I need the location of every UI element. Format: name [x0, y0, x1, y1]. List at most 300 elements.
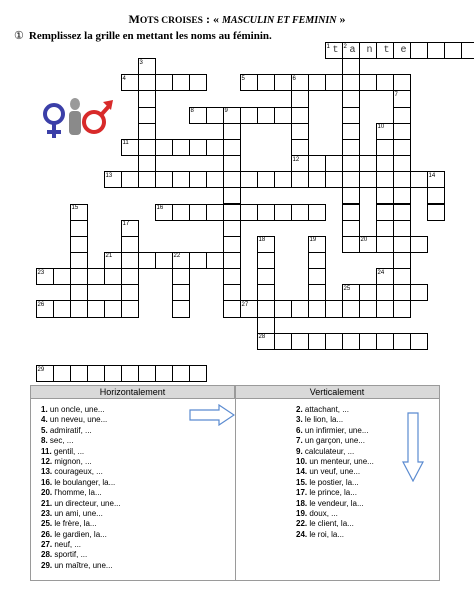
clue-text: le frère, la...	[52, 519, 97, 529]
grid-cell[interactable]	[121, 171, 139, 188]
clue-number: 25	[343, 285, 351, 292]
grid-cell[interactable]	[325, 300, 343, 317]
grid-cell[interactable]	[461, 42, 474, 59]
grid-cell[interactable]	[393, 268, 411, 285]
clue-number: 3	[139, 59, 143, 66]
grid-cell[interactable]	[70, 252, 88, 269]
example-letter: t	[332, 45, 339, 56]
clue-number: 21	[105, 253, 113, 260]
clue-num: 9.	[296, 446, 303, 456]
clue-text: mignon, ...	[52, 456, 92, 466]
horizontal-clue	[41, 436, 121, 446]
grid-cell[interactable]	[121, 284, 139, 301]
clue-text: un menteur, une...	[307, 456, 374, 466]
clue-number: 20	[360, 237, 368, 244]
grid-cell[interactable]	[376, 236, 394, 253]
clue-text: un directeur, une...	[52, 498, 121, 508]
clue-number: 28	[258, 334, 266, 341]
grid-cell[interactable]	[223, 220, 241, 237]
horizontal-clue	[41, 499, 121, 509]
grid-cell[interactable]	[138, 139, 156, 156]
clue-text: un neveu, une...	[47, 415, 108, 425]
grid-cell[interactable]	[172, 365, 190, 382]
grid-cell[interactable]	[53, 268, 71, 285]
grid-cell[interactable]	[376, 284, 394, 301]
grid-cell[interactable]	[240, 107, 258, 124]
grid-cell[interactable]	[223, 155, 241, 172]
grid-cell[interactable]	[393, 252, 411, 269]
grid-cell[interactable]	[257, 300, 275, 317]
grid-cell[interactable]	[70, 220, 88, 237]
grid-cell[interactable]	[223, 171, 241, 188]
title-separator: : «	[202, 12, 222, 26]
clue-num: 2.	[296, 405, 303, 414]
grid-cell[interactable]	[325, 171, 343, 188]
grid-cell[interactable]	[274, 300, 292, 317]
vertical-clue	[296, 509, 374, 519]
grid-cell[interactable]	[121, 236, 139, 253]
grid-cell[interactable]	[393, 139, 411, 156]
clue-num: 25.	[41, 519, 53, 529]
clue-text: le postier, la...	[307, 477, 359, 487]
grid-cell[interactable]	[223, 204, 241, 221]
grid-cell[interactable]	[291, 171, 309, 188]
grid-cell[interactable]	[376, 220, 394, 237]
horizontal-clue	[41, 405, 121, 415]
vertical-clue	[296, 447, 374, 457]
grid-cell[interactable]	[138, 252, 156, 269]
grid-cell[interactable]	[121, 365, 139, 382]
grid-cell[interactable]	[70, 268, 88, 285]
clue-num: 16.	[41, 477, 53, 487]
clue-number: 7	[394, 91, 398, 98]
grid-cell[interactable]	[342, 139, 360, 156]
grid-cell[interactable]	[223, 300, 241, 317]
horizontal-clue	[41, 478, 121, 488]
grid-cell[interactable]	[393, 204, 411, 221]
clue-num: 21.	[41, 498, 53, 508]
grid-cell[interactable]	[189, 171, 207, 188]
grid-cell[interactable]	[393, 284, 411, 301]
grid-cell[interactable]	[189, 252, 207, 269]
grid-cell[interactable]	[308, 204, 326, 221]
grid-cell[interactable]	[308, 268, 326, 285]
grid-cell[interactable]	[70, 284, 88, 301]
horizontal-clue	[41, 530, 121, 540]
grid-cell[interactable]	[342, 204, 360, 221]
grid-cell[interactable]	[70, 300, 88, 317]
vertical-header: Verticalement	[235, 386, 439, 399]
clue-num: 24.	[296, 529, 308, 539]
clue-num: 26.	[41, 529, 53, 539]
grid-cell[interactable]	[274, 333, 292, 350]
grid-cell[interactable]	[189, 204, 207, 221]
grid-cell[interactable]	[308, 155, 326, 172]
grid-cell[interactable]	[308, 333, 326, 350]
horizontal-clue-list	[41, 405, 121, 571]
grid-cell[interactable]	[291, 90, 309, 107]
clue-number: 13	[105, 172, 113, 179]
grid-cell[interactable]	[410, 284, 428, 301]
grid-cell[interactable]	[393, 155, 411, 172]
grid-cell[interactable]	[393, 107, 411, 124]
grid-cell[interactable]	[393, 333, 411, 350]
grid-cell[interactable]	[274, 171, 292, 188]
grid-cell[interactable]	[274, 74, 292, 91]
clue-number: 26	[37, 301, 45, 308]
clue-num: 1.	[41, 405, 48, 414]
grid-cell[interactable]	[223, 139, 241, 156]
grid-cell[interactable]	[104, 300, 122, 317]
grid-cell[interactable]	[138, 74, 156, 91]
clue-number: 5	[241, 75, 245, 82]
grid-cell[interactable]	[257, 284, 275, 301]
horizontal-clue	[41, 467, 121, 477]
clue-text: l'homme, la...	[52, 488, 102, 498]
grid-cell[interactable]	[104, 268, 122, 285]
clue-number: 6	[292, 75, 296, 82]
grid-cell[interactable]	[342, 300, 360, 317]
clue-text: neuf, ...	[52, 540, 82, 550]
clue-num: 4.	[41, 415, 48, 425]
clue-num: 15.	[296, 477, 308, 487]
grid-cell[interactable]	[393, 187, 411, 204]
clue-text: sportif, ...	[52, 550, 88, 560]
clue-num: 14.	[296, 467, 308, 477]
grid-cell[interactable]	[138, 90, 156, 107]
clue-text: le prince, la...	[307, 488, 357, 498]
instruction-text: Remplissez la grille en mettant les noms au féminin.	[28, 30, 272, 42]
clue-text: admiratif, ...	[47, 425, 92, 435]
grid-cell[interactable]	[291, 107, 309, 124]
clue-text: un maître, une...	[52, 560, 113, 570]
clue-num: 13.	[41, 467, 53, 477]
clue-number: 12	[292, 156, 300, 163]
grid-cell[interactable]	[410, 333, 428, 350]
grid-cell[interactable]	[410, 171, 428, 188]
grid-cell[interactable]	[291, 300, 309, 317]
grid-cell[interactable]	[121, 300, 139, 317]
clue-number: 18	[258, 237, 266, 244]
grid-cell[interactable]	[342, 107, 360, 124]
grid-cell[interactable]	[257, 107, 275, 124]
clue-num: 27.	[41, 540, 53, 550]
grid-cell[interactable]	[172, 268, 190, 285]
right-arrow-icon	[189, 404, 235, 426]
grid-cell[interactable]	[393, 74, 411, 91]
clue-text: doux, ...	[307, 508, 338, 518]
grid-cell[interactable]	[376, 171, 394, 188]
clue-text: un infirmier, une...	[302, 425, 369, 435]
grid-cell[interactable]	[325, 74, 343, 91]
grid-cell[interactable]	[427, 187, 445, 204]
grid-cell[interactable]	[376, 300, 394, 317]
grid-cell[interactable]	[172, 171, 190, 188]
grid-cell[interactable]	[155, 365, 173, 382]
grid-cell[interactable]	[172, 284, 190, 301]
clue-text: le roi, la...	[307, 529, 345, 539]
grid-cell[interactable]	[376, 187, 394, 204]
clue-num: 10.	[296, 456, 308, 466]
clue-number: 23	[37, 269, 45, 276]
horizontal-clue	[41, 550, 121, 560]
grid-cell[interactable]	[376, 204, 394, 221]
vertical-clue	[296, 530, 374, 540]
grid-cell[interactable]	[155, 252, 173, 269]
grid-cell[interactable]	[155, 74, 173, 91]
down-arrow-icon	[402, 412, 424, 482]
grid-cell[interactable]	[376, 333, 394, 350]
clue-text: le boulanger, la...	[52, 477, 116, 487]
vertical-clue	[296, 478, 374, 488]
grid-cell[interactable]	[223, 268, 241, 285]
clue-num: 12.	[41, 456, 53, 466]
clue-num: 29.	[41, 560, 53, 570]
grid-cell[interactable]	[359, 171, 377, 188]
grid-cell[interactable]	[393, 300, 411, 317]
title-italic: MASCULIN ET FEMININ	[221, 15, 337, 26]
horizontal-clue	[41, 509, 121, 519]
grid-cell[interactable]	[393, 171, 411, 188]
clue-text: le lion, la...	[302, 415, 344, 425]
example-letter: t	[383, 45, 390, 56]
grid-cell[interactable]	[121, 268, 139, 285]
grid-cell[interactable]	[70, 365, 88, 382]
grid-cell[interactable]	[223, 123, 241, 140]
grid-cell[interactable]	[121, 252, 139, 269]
clue-number: 19	[309, 237, 317, 244]
vertical-clue	[296, 415, 374, 425]
clue-number: 4	[122, 75, 126, 82]
grid-cell[interactable]	[274, 107, 292, 124]
clue-number: 27	[241, 301, 249, 308]
clue-text: un veuf, une...	[307, 467, 361, 477]
clue-num: 20.	[41, 488, 53, 498]
clue-num: 8.	[41, 436, 48, 446]
grid-cell[interactable]	[427, 204, 445, 221]
vertical-clue	[296, 519, 374, 529]
grid-cell[interactable]	[393, 123, 411, 140]
clue-text: un ami, une...	[52, 508, 103, 518]
grid-cell[interactable]	[291, 139, 309, 156]
grid-cell[interactable]	[87, 365, 105, 382]
grid-cell[interactable]	[342, 220, 360, 237]
grid-cell[interactable]	[206, 139, 224, 156]
grid-cell[interactable]	[308, 252, 326, 269]
example-letter: a	[349, 45, 356, 56]
grid-cell[interactable]	[206, 204, 224, 221]
vertical-clue	[296, 488, 374, 498]
clue-text: attachant, ...	[302, 405, 349, 414]
grid-cell[interactable]	[376, 74, 394, 91]
clue-number: 29	[37, 366, 45, 373]
horizontal-clue	[41, 561, 121, 571]
clue-text: un oncle, une...	[47, 405, 105, 414]
example-letter: e	[400, 45, 407, 56]
vertical-clue	[296, 405, 374, 415]
clue-text: un garçon, une...	[302, 436, 365, 446]
grid-cell[interactable]	[155, 139, 173, 156]
grid-cell[interactable]	[291, 333, 309, 350]
grid-cell[interactable]	[189, 74, 207, 91]
vertical-clue	[296, 457, 374, 467]
grid-cell[interactable]	[172, 204, 190, 221]
grid-cell[interactable]	[291, 204, 309, 221]
grid-cell[interactable]	[393, 220, 411, 237]
grid-cell[interactable]	[342, 74, 360, 91]
grid-cell[interactable]	[172, 139, 190, 156]
grid-cell[interactable]	[257, 268, 275, 285]
grid-cell[interactable]	[342, 187, 360, 204]
clue-number: 11	[122, 140, 129, 147]
grid-cell[interactable]	[53, 300, 71, 317]
clue-number: 17	[122, 221, 130, 228]
grid-cell[interactable]	[342, 236, 360, 253]
grid-cell[interactable]	[274, 204, 292, 221]
clue-num: 22.	[296, 519, 308, 529]
grid-cell[interactable]	[240, 204, 258, 221]
grid-cell[interactable]	[53, 365, 71, 382]
grid-cell[interactable]	[359, 300, 377, 317]
grid-cell[interactable]	[138, 107, 156, 124]
grid-cell[interactable]	[223, 187, 241, 204]
grid-cell[interactable]	[172, 74, 190, 91]
grid-cell[interactable]	[138, 171, 156, 188]
grid-cell[interactable]	[155, 171, 173, 188]
grid-cell[interactable]	[444, 42, 462, 59]
grid-cell[interactable]	[206, 171, 224, 188]
grid-cell[interactable]	[410, 236, 428, 253]
clue-number: 14	[428, 172, 436, 179]
clue-num: 23.	[41, 508, 53, 518]
clue-number: 10	[377, 124, 385, 131]
clue-text: le client, la...	[307, 519, 354, 529]
clue-num: 18.	[296, 498, 308, 508]
grid-cell[interactable]	[138, 123, 156, 140]
grid-cell[interactable]	[87, 300, 105, 317]
title-rest: OTS CROISES	[139, 16, 203, 26]
clue-number: 16	[156, 205, 164, 211]
grid-cell[interactable]	[70, 236, 88, 253]
clue-number: 2	[343, 43, 347, 50]
horizontal-clue	[41, 519, 121, 529]
grid-cell[interactable]	[308, 171, 326, 188]
clue-text: calculateur, ...	[302, 446, 355, 456]
grid-cell[interactable]	[376, 139, 394, 156]
grid-cell[interactable]	[257, 74, 275, 91]
clue-number: 22	[173, 253, 181, 260]
grid-cell[interactable]	[206, 252, 224, 269]
grid-cell[interactable]	[376, 155, 394, 172]
horizontal-header: Horizontalement	[31, 386, 235, 399]
grid-cell[interactable]	[359, 284, 377, 301]
grid-cell[interactable]	[257, 204, 275, 221]
grid-cell[interactable]	[223, 252, 241, 269]
vertical-clue	[296, 467, 374, 477]
example-letter: n	[366, 45, 373, 56]
grid-cell[interactable]	[342, 333, 360, 350]
clue-num: 7.	[296, 436, 303, 446]
grid-cell[interactable]	[342, 58, 360, 75]
vertical-clue	[296, 499, 374, 509]
clue-text: courageux, ...	[52, 467, 103, 477]
horizontal-clue	[41, 426, 121, 436]
horizontal-clue	[41, 447, 121, 457]
grid-cell[interactable]	[240, 171, 258, 188]
grid-cell[interactable]	[393, 236, 411, 253]
grid-cell[interactable]	[138, 365, 156, 382]
clue-number: 15	[71, 205, 79, 211]
grid-cell[interactable]	[359, 74, 377, 91]
clue-number: 1	[326, 43, 330, 50]
grid-cell[interactable]	[87, 268, 105, 285]
clues-table	[30, 385, 440, 581]
grid-cell[interactable]	[138, 155, 156, 172]
clue-text: sec, ...	[47, 436, 74, 446]
grid-cell[interactable]	[104, 365, 122, 382]
grid-cell[interactable]	[342, 123, 360, 140]
horizontal-clue	[41, 488, 121, 498]
grid-cell[interactable]	[308, 284, 326, 301]
grid-cell[interactable]	[206, 107, 224, 124]
horizontal-clue	[41, 457, 121, 467]
grid-cell[interactable]	[342, 171, 360, 188]
clue-number: 8	[190, 108, 194, 115]
grid-cell[interactable]	[308, 74, 326, 91]
grid-cell[interactable]	[223, 284, 241, 301]
clue-text: le vendeur, la...	[307, 498, 364, 508]
clue-num: 3.	[296, 415, 303, 425]
grid-cell[interactable]	[257, 252, 275, 269]
grid-cell[interactable]	[291, 123, 309, 140]
grid-cell[interactable]	[172, 300, 190, 317]
clue-number: 24	[377, 269, 385, 276]
vertical-clue	[296, 426, 374, 436]
title-end: »	[336, 12, 346, 26]
clue-num: 6.	[296, 425, 303, 435]
title-first-letter: M	[128, 12, 140, 26]
instruction-number: ①	[14, 30, 24, 42]
grid-cell[interactable]	[427, 42, 445, 59]
clue-num: 28.	[41, 550, 53, 560]
clue-num: 5.	[41, 425, 48, 435]
grid-cell[interactable]	[410, 42, 428, 59]
grid-cell[interactable]	[189, 139, 207, 156]
grid-cell[interactable]	[342, 155, 360, 172]
grid-cell[interactable]	[359, 333, 377, 350]
grid-cell[interactable]	[325, 333, 343, 350]
horizontal-clue	[41, 415, 121, 425]
vertical-clue-list	[296, 405, 374, 540]
clue-text: gentil, ...	[51, 446, 85, 456]
grid-cell[interactable]	[223, 236, 241, 253]
clue-num: 11.	[41, 446, 52, 456]
horizontal-clue	[41, 540, 121, 550]
grid-cell[interactable]	[359, 155, 377, 172]
vertical-clue	[296, 436, 374, 446]
grid-cell[interactable]	[342, 90, 360, 107]
column-divider	[235, 386, 236, 580]
grid-cell[interactable]	[257, 171, 275, 188]
grid-cell[interactable]	[189, 365, 207, 382]
clue-text: le gardien, la...	[52, 529, 107, 539]
grid-cell[interactable]	[325, 155, 343, 172]
grid-cell[interactable]	[257, 317, 275, 334]
clue-num: 17.	[296, 488, 308, 498]
clue-num: 19.	[296, 508, 308, 518]
grid-cell[interactable]	[308, 300, 326, 317]
clue-number: 9	[224, 108, 228, 115]
